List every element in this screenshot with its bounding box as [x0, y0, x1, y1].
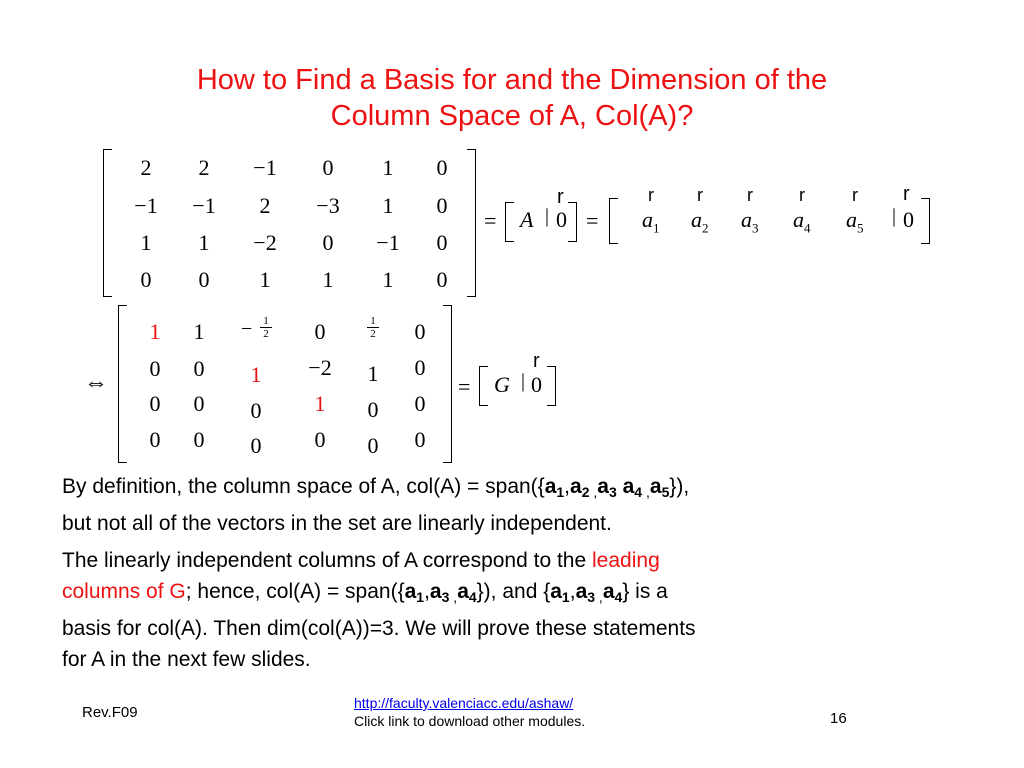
zero-vector-arrow-3: r [533, 350, 540, 372]
comma: , [642, 484, 650, 500]
vector-letter: a [846, 207, 857, 232]
vector-subscript: 4 [804, 220, 811, 236]
title-line-1: How to Find a Basis for and the Dimension of the [196, 64, 828, 96]
g-cell: 0 [367, 433, 379, 458]
matrix-a-right-bracket [467, 149, 476, 297]
g-frac-sign: − [241, 318, 253, 340]
g-cell: 0 [414, 391, 426, 416]
text-span: }), [669, 475, 690, 498]
vector-a4: a [622, 475, 635, 498]
paragraph-definition [62, 471, 962, 539]
a-cell: 1 [140, 230, 152, 255]
a-cell: 0 [436, 155, 448, 180]
text-span: }), and { [476, 580, 551, 603]
vector-a2: a [570, 475, 582, 498]
paragraph-basis [62, 545, 962, 675]
comma: , [569, 580, 576, 603]
a-cell: −1 [376, 230, 400, 255]
a-cell: −1 [192, 193, 216, 218]
zero-vector-2: 0 [903, 207, 914, 232]
a-cell: 1 [322, 267, 334, 292]
text-span: The linearly independent columns of A correspond to the [62, 549, 593, 572]
matrix-a-left-bracket [103, 149, 112, 297]
vector-a1: a [544, 475, 557, 498]
g-cell: 1 [314, 391, 326, 416]
vector-a1: a [550, 580, 562, 603]
equivalent-arrow: ⇔ [84, 370, 108, 396]
subscript: 3 [608, 484, 617, 500]
title-line-2: Column Space of A, Col(A)? [330, 100, 694, 132]
a-cell: 2 [259, 193, 271, 218]
vector-arrow: r [747, 185, 753, 205]
vector-a4: a [602, 580, 615, 603]
a-cell: 2 [198, 155, 210, 180]
column-vector-a4 [793, 185, 811, 236]
text-span: By definition, the column space of A, col(A) = span({ [62, 475, 545, 498]
vector-a3: a [597, 475, 609, 498]
g-cell: 0 [193, 356, 205, 381]
text-span: ; hence, col(A) = span({ [185, 580, 405, 603]
footer-rev: Rev.F09 [82, 704, 138, 721]
vector-letter: a [691, 207, 702, 232]
g-cell: 0 [250, 398, 262, 423]
a-cell: 0 [140, 267, 152, 292]
frac-numerator: 1 [260, 315, 272, 328]
subscript: 1 [561, 589, 570, 605]
aug-a-left-bracket [505, 202, 514, 242]
g-cell: 0 [414, 427, 426, 452]
vector-a3: a [429, 580, 442, 603]
aug-g-right-bracket [547, 366, 556, 406]
column-vector-a5 [846, 185, 864, 236]
vector-subscript: 5 [857, 220, 864, 236]
highlight-columns-of-g: columns of G [62, 580, 186, 603]
paragraph-definition-line-2: but not all of the vectors in the set are linearly independent. [62, 512, 612, 535]
col-vectors-left-bracket [609, 198, 618, 244]
col-vectors-right-bracket [921, 198, 930, 244]
text-span: } is a [622, 580, 668, 603]
vector-subscript: 2 [702, 220, 709, 236]
equals-sign-1: = [484, 208, 497, 233]
subscript: 3 [441, 589, 450, 605]
paragraph-basis-line-2 [62, 576, 962, 613]
subscript: 4 [468, 589, 477, 605]
subscript: 4 [634, 484, 643, 500]
a-cell: 2 [140, 155, 152, 180]
matrix-a-symbol: A [520, 207, 534, 232]
comma: , [595, 589, 603, 605]
vector-arrow: r [852, 185, 858, 205]
aug-bar-3: | [521, 370, 526, 392]
a-cell: 1 [382, 267, 394, 292]
a-cell: 0 [198, 267, 210, 292]
zero-vector-3: 0 [531, 372, 542, 397]
a-cell: 1 [382, 155, 394, 180]
vector-arrow: r [697, 185, 703, 205]
zero-vector-arrow-1: r [557, 186, 564, 208]
a-cell: 0 [322, 155, 334, 180]
vector-subscript: 1 [653, 220, 660, 236]
column-vector-a2 [691, 185, 709, 236]
equals-sign-2: = [586, 208, 599, 233]
frac-denominator: 2 [370, 328, 376, 340]
g-fraction-half [367, 315, 379, 340]
paragraph-basis-line-1 [62, 545, 962, 576]
g-cell: 1 [250, 362, 262, 387]
comma: , [589, 484, 598, 500]
g-cell: 0 [414, 319, 426, 344]
footer-note: Click link to download other modules. [354, 713, 586, 729]
g-cell: −2 [308, 355, 332, 380]
page-number: 16 [830, 710, 847, 727]
vector-letter: a [793, 207, 804, 232]
vector-letter: a [741, 207, 752, 232]
zero-vector-arrow-2: r [903, 183, 910, 205]
matrix-g-symbol: G [494, 372, 510, 397]
comma: , [449, 589, 458, 605]
aug-g-left-bracket [479, 366, 488, 406]
frac-denominator: 2 [263, 328, 269, 340]
column-vector-a1 [642, 185, 660, 236]
aug-bar-2: | [892, 205, 897, 227]
vector-arrow: r [648, 185, 654, 205]
subscript: 5 [661, 484, 670, 500]
a-cell: −3 [316, 193, 340, 218]
matrix-g-left-bracket [118, 305, 127, 463]
paragraph-basis-line-3: basis for col(A). Then dim(col(A))=3. We will prove these statements [62, 617, 696, 640]
equals-sign-3: = [458, 374, 471, 399]
a-cell: 1 [259, 267, 271, 292]
vector-arrow: r [799, 185, 805, 205]
g-cell: 1 [149, 319, 161, 344]
vector-subscript: 3 [752, 220, 759, 236]
g-cell: 0 [414, 355, 426, 380]
a-cell: −1 [134, 193, 158, 218]
g-cell: 0 [193, 427, 205, 452]
comma: , [564, 475, 571, 498]
a-cell: −2 [253, 230, 277, 255]
g-cell: 0 [314, 319, 326, 344]
vector-a4: a [457, 580, 469, 603]
comma: , [424, 580, 430, 603]
g-cell: 0 [193, 391, 205, 416]
a-cell: 0 [436, 267, 448, 292]
subscript: 3 [587, 589, 596, 605]
g-cell: 0 [250, 433, 262, 458]
g-cell: 0 [367, 397, 379, 422]
vector-a3: a [575, 580, 588, 603]
a-cell: 1 [382, 193, 394, 218]
g-cell: 0 [149, 427, 161, 452]
g-cell: 0 [149, 391, 161, 416]
footer-link[interactable]: http://faculty.valenciacc.edu/ashaw/ [354, 695, 574, 711]
g-cell: 0 [314, 427, 326, 452]
vector-a1: a [404, 580, 417, 603]
g-cell: 1 [193, 319, 205, 344]
g-cell: 0 [149, 356, 161, 381]
column-vector-a3 [741, 185, 759, 236]
a-cell: −1 [253, 155, 277, 180]
footer-links [354, 694, 585, 730]
subscript: 2 [581, 484, 590, 500]
zero-vector-1: 0 [556, 207, 567, 232]
paragraph-basis-line-4: for A in the next few slides. [62, 648, 311, 671]
a-cell: 1 [198, 230, 210, 255]
a-cell: 0 [436, 230, 448, 255]
matrix-g-right-bracket [443, 305, 452, 463]
frac-numerator: 1 [367, 315, 379, 328]
aug-a-right-bracket [568, 202, 577, 242]
subscript: 4 [614, 589, 623, 605]
a-cell: 0 [436, 193, 448, 218]
g-fraction-half-neg [260, 315, 272, 340]
slide-title [0, 62, 1024, 134]
g-cell: 1 [367, 361, 379, 386]
subscript: 1 [416, 589, 425, 605]
a-cell: 0 [322, 230, 334, 255]
highlight-leading: leading [592, 549, 660, 572]
aug-bar-1: | [545, 205, 550, 227]
subscript: 1 [556, 484, 565, 500]
vector-letter: a [642, 207, 653, 232]
vector-a5: a [649, 475, 662, 498]
paragraph-definition-line-1 [62, 471, 962, 508]
